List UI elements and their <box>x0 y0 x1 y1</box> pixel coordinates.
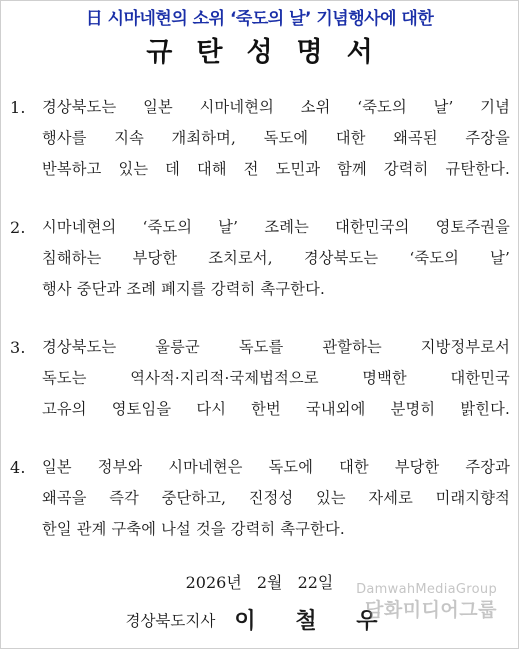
watermark-english: DamwahMediaGroup <box>356 582 497 597</box>
item-line: 침해하는 부당한 조치로서, 경상북도는 ‘죽도의 날’ <box>42 249 510 267</box>
signature-block <box>0 604 519 635</box>
item-line: 행사를 지속 개최하며, 독도에 대한 왜곡된 주장을 <box>42 129 510 147</box>
document-subtitle: 日 시마네현의 소위 ‘죽도의 날’ 기념행사에 대한 <box>85 9 434 29</box>
item-line: 왜곡을 즉각 중단하고, 진정성 있는 자세로 미래지향적 <box>42 489 510 507</box>
item-number: 3. <box>10 338 26 357</box>
item-line: 행사 중단과 조례 폐지를 강력히 촉구한다. <box>42 280 325 298</box>
item-line: 반복하고 있는 데 대해 전 도민과 함께 강력히 규탄한다. <box>42 160 510 178</box>
statement-item-4 <box>10 452 510 545</box>
item-number: 4. <box>10 458 26 477</box>
item-number: 2. <box>10 218 26 237</box>
statement-item-1 <box>10 92 510 185</box>
item-line: 경상북도는 울릉군 독도를 관할하는 지방정부로서 <box>42 338 510 356</box>
watermark-korean: 담화미디어그룹 <box>365 599 497 621</box>
item-number: 1. <box>10 98 26 117</box>
item-line: 고유의 영토임을 다시 한번 국내외에 분명히 밝힌다. <box>42 400 510 418</box>
statement-item-3 <box>10 332 510 425</box>
item-line: 일본 정부와 시마네현은 독도에 대한 부당한 주장과 <box>42 458 510 476</box>
item-line: 시마네현의 ‘죽도의 날’ 조례는 대한민국의 영토주권을 <box>42 218 510 236</box>
statement-item-2 <box>10 212 510 305</box>
signatory-title: 경상북도지사 <box>125 611 216 630</box>
signatory-name: 이 철 우 <box>234 608 394 634</box>
document-title: 규탄성명서 <box>146 37 397 68</box>
item-line: 한일 관계 구축에 나설 것을 강력히 촉구한다. <box>42 520 345 538</box>
item-line: 경상북도는 일본 시마네현의 소위 ‘죽도의 날’ 기념 <box>42 98 510 116</box>
statement-list <box>10 92 510 572</box>
item-line: 독도는 역사적·지리적·국제법적으로 명백한 대한민국 <box>42 369 510 387</box>
statement-date: 2026년 2월 22일 <box>185 573 334 592</box>
